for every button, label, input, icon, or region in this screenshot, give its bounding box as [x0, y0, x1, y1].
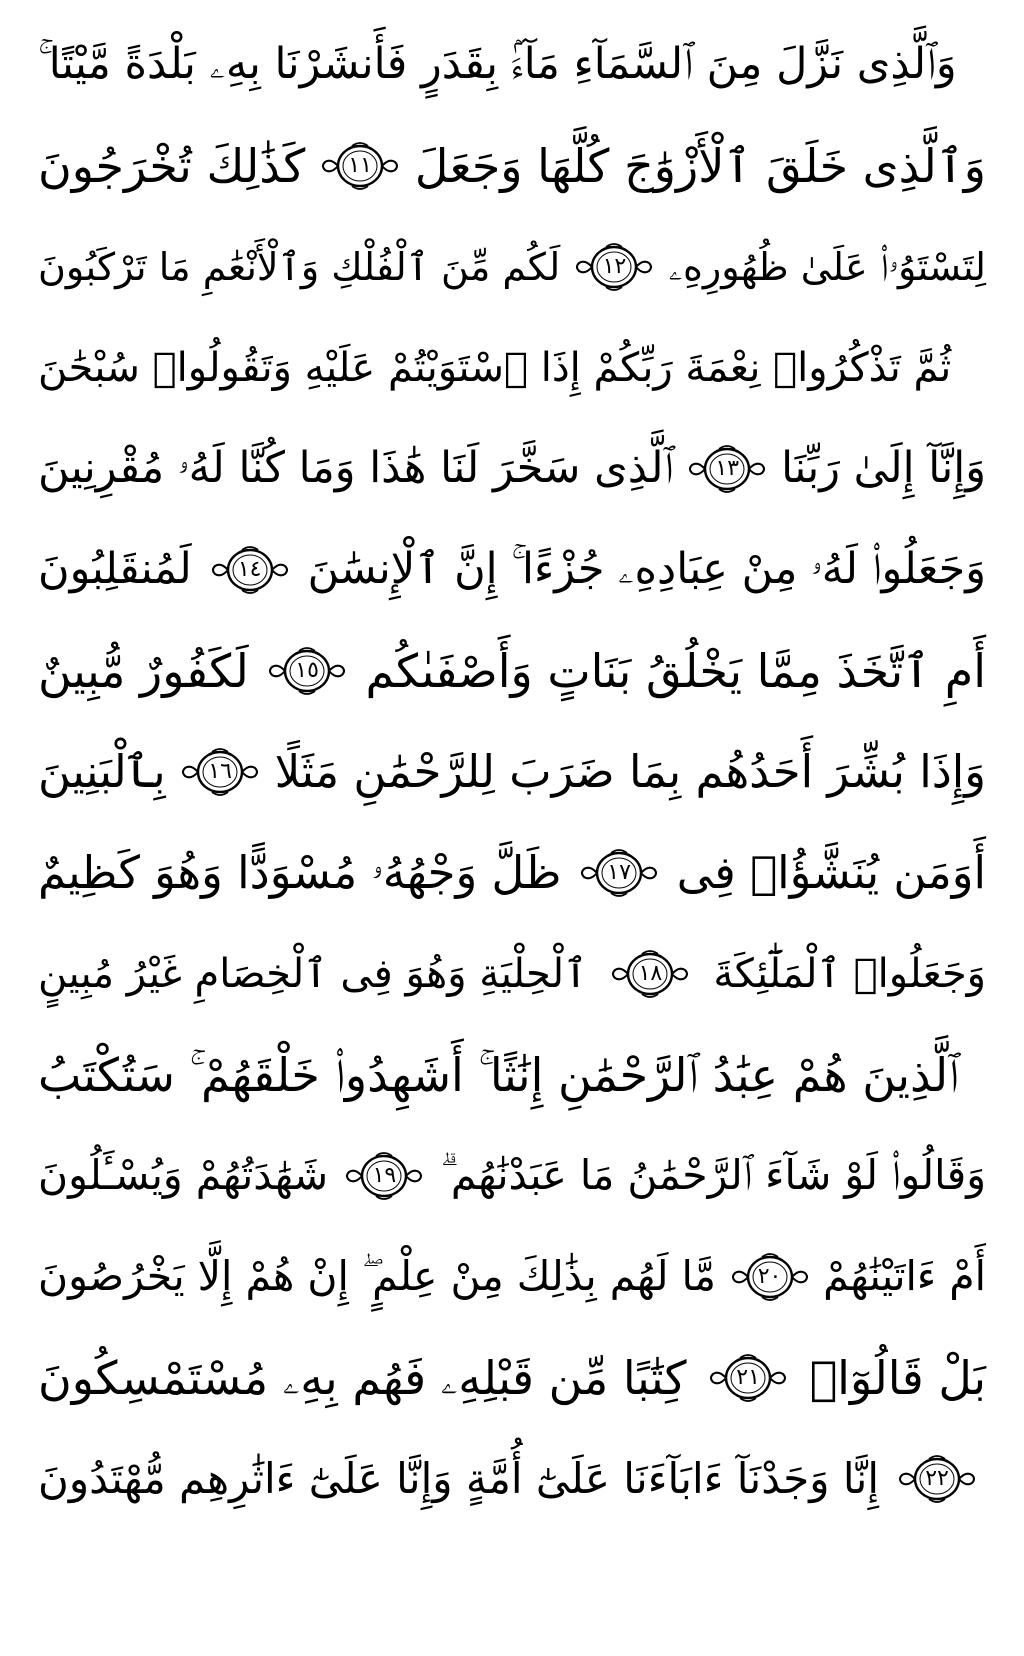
verse-text: وَٱلَّذِى خَلَقَ ٱلْأَزْوَٰجَ كُلَّهَا وَجَعَلَ: [414, 138, 986, 193]
verse-line: [38, 1428, 986, 1529]
verse-text: وَقَالُوا۟ لَوْ شَآءَ ٱلرَّحْمَٰنُ مَا عَبَدْنَٰهُم ۗ: [440, 1151, 986, 1199]
verse-line: [38, 721, 986, 822]
verse-line: [38, 14, 986, 115]
ayah-number-marker: [179, 744, 261, 800]
verse-line: [38, 1226, 986, 1327]
ayah-number-marker: [209, 542, 291, 598]
verse-text: وَجَعَلُوا۟ لَهُۥ مِنْ عِبَادِهِۦ جُزْءًا ۚ إِنَّ ٱلْإِنسَٰنَ: [307, 544, 986, 594]
ayah-number-marker: [573, 239, 655, 295]
ayah-number: ١٩: [372, 1163, 397, 1188]
ayah-number-marker: [707, 1350, 789, 1406]
verse-text: أَمْ ءَاتَيْنَٰهُمْ: [823, 1252, 986, 1300]
ayah-number: ١١: [348, 153, 372, 178]
ayah-number: ١٢: [602, 254, 627, 279]
verse-text: وَجَعَلُوا۟ ٱلْمَلَٰٓئِكَةَ: [713, 950, 986, 997]
ayah-number-marker: [609, 946, 691, 1002]
ayah-number: ١٧: [607, 860, 631, 885]
verse-line: [38, 1327, 986, 1428]
ayah-number: ١٥: [295, 658, 319, 683]
verse-text: ظَلَّ وَجْهُهُۥ مُسْوَدًّا وَهُوَ كَظِيمٌ: [38, 846, 562, 899]
verse-text: لَمُنقَلِبُونَ: [38, 544, 192, 594]
ayah-number: ١٣: [715, 456, 740, 481]
verse-text: كَذَٰلِكَ تُخْرَجُونَ: [38, 138, 306, 193]
verse-text: ٱلْحِلْيَةِ وَهُوَ فِى ٱلْخِصَامِ غَيْرُ مُبِينٍ: [38, 950, 588, 997]
ayah-number-marker: [343, 1148, 425, 1204]
verse-line: [38, 1024, 986, 1125]
verse-text: ثُمَّ تَذْكُرُوا۟ نِعْمَةَ رَبِّكُمْ إِذَا ٱسْتَوَيْتُمْ عَلَيْهِ وَتَقُولُوا۟ سُبْحَٰنَ: [38, 344, 952, 391]
verse-line: [38, 620, 986, 721]
ayah-number-marker: [319, 138, 401, 194]
ayah-number-marker: [266, 643, 348, 699]
verse-line: [38, 1125, 986, 1226]
ayah-number-marker: [729, 1249, 811, 1305]
ayah-number-marker: [686, 441, 768, 497]
verse-line: [38, 317, 986, 418]
ayah-number: ٢١: [736, 1365, 760, 1390]
verse-line: [38, 822, 986, 923]
verse-text: لَكَفُورٌ مُّبِينٌ: [38, 643, 249, 698]
verse-text: وَإِذَا بُشِّرَ أَحَدُهُم بِمَا ضَرَبَ لِلرَّحْمَٰنِ مَثَلًا: [274, 745, 986, 798]
verse-text: ٱلَّذِى سَخَّرَ لَنَا هَٰذَا وَمَا كُنَّا لَهُۥ مُقْرِنِينَ: [38, 443, 674, 493]
verse-text: وَٱلَّذِى نَزَّلَ مِنَ ٱلسَّمَآءِ مَآءَۢ بِقَدَرٍ فَأَنشَرْنَا بِهِۦ بَلْدَةً مَّيْتًا ۚ: [38, 39, 957, 89]
ayah-number: ١٦: [208, 759, 232, 784]
verse-text: أَوَمَن يُنَشَّؤُا۟ فِى: [676, 846, 986, 899]
ayah-number: ١٤: [237, 557, 262, 582]
ayah-number: ٢٠: [757, 1264, 782, 1289]
verse-text: شَهَٰدَتُهُمْ وَيُسْـَٔلُونَ: [38, 1151, 329, 1199]
verse-text: بَلْ قَالُوٓا۟: [809, 1350, 986, 1405]
verse-text: كِتَٰبًا مِّن قَبْلِهِۦ فَهُم بِهِۦ مُسْتَمْسِكُونَ: [38, 1350, 687, 1405]
verse-text: لَكُم مِّنَ ٱلْفُلْكِ وَٱلْأَنْعَٰمِ مَا تَرْكَبُونَ: [38, 244, 561, 289]
verse-line: [38, 923, 986, 1024]
verse-line: [38, 519, 986, 620]
verse-line: [38, 216, 986, 317]
verse-text: بِٱلْبَنِينَ: [38, 745, 166, 798]
ayah-number-marker: [578, 845, 660, 901]
verse-line: [38, 115, 986, 216]
verse-text: لِتَسْتَوُۥا۟ عَلَىٰ ظُهُورِهِۦ: [668, 244, 986, 289]
verse-text: مَّا لَهُم بِذَٰلِكَ مِنْ عِلْمٍ ۖ إِنْ هُمْ إِلَّا يَخْرُصُونَ: [38, 1252, 716, 1300]
verse-text: وَإِنَّآ إِلَىٰ رَبِّنَا: [781, 443, 986, 493]
verse-text: ٱلَّذِينَ هُمْ عِبَٰدُ ٱلرَّحْمَٰنِ إِنَٰثًا ۚ أَشَهِدُوا۟ خَلْقَهُمْ ۚ سَتُكْتَبُ: [38, 1047, 959, 1102]
ayah-number-marker: [896, 1451, 978, 1507]
verse-text: إِنَّا وَجَدْنَآ ءَابَآءَنَا عَلَىٰٓ أُمَّةٍ وَإِنَّا عَلَىٰٓ ءَاثَٰرِهِم مُّهْتَدُونَ: [38, 1453, 880, 1503]
ayah-number: ١٨: [638, 961, 663, 986]
ayah-number: ٢٢: [925, 1466, 949, 1491]
verse-line: [38, 418, 986, 519]
verse-text: أَمِ ٱتَّخَذَ مِمَّا يَخْلُقُ بَنَاتٍ وَأَصْفَىٰكُم: [365, 643, 986, 698]
